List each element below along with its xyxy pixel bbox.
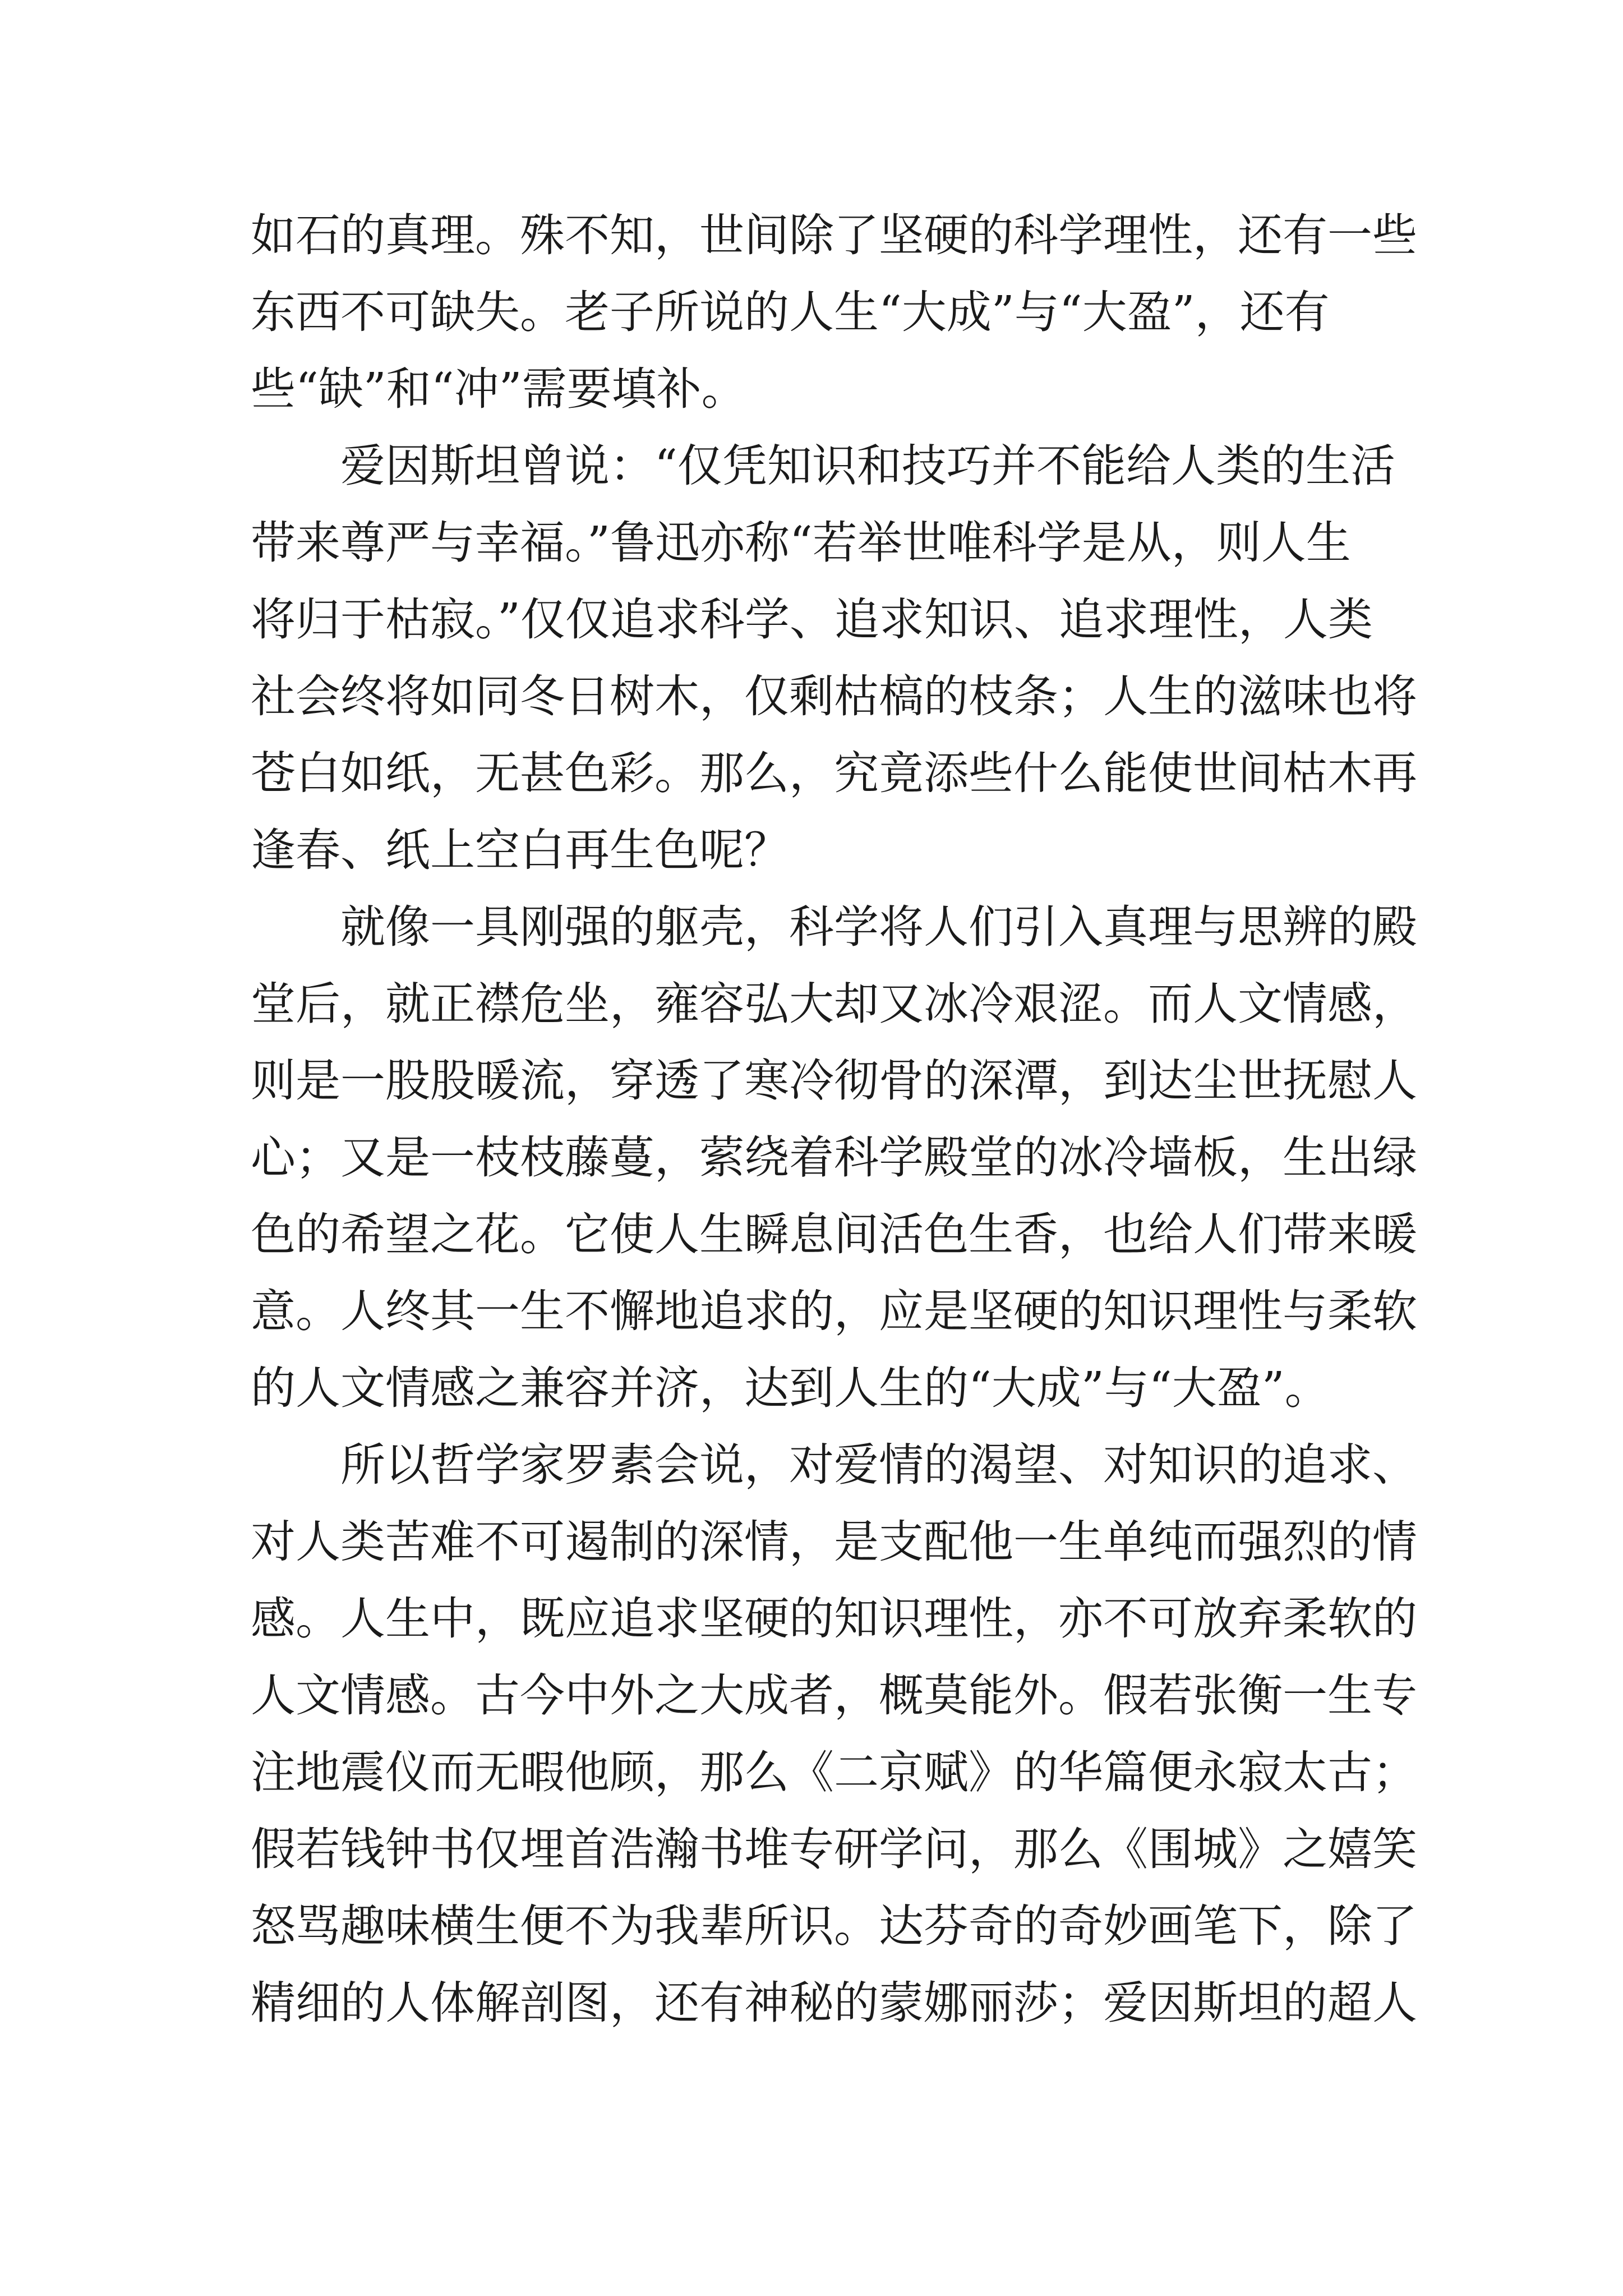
text-line: 如石的真理。殊不知，世间除了坚硬的科学理性，还有一些 [251, 209, 1417, 261]
text-line: 带来尊严与幸福。”鲁迅亦称“若举世唯科学是从，则人生 [251, 517, 1351, 569]
text-line: 假若钱钟书仅埋首浩瀚书堆专研学问，那么《围城》之嬉笑 [251, 1823, 1417, 1875]
text-line: 怒骂趣味横生便不为我辈所识。达芬奇的奇妙画笔下，除了 [251, 1900, 1417, 1952]
text-line: 感。人生中，既应追求坚硬的知识理性，亦不可放弃柔软的 [251, 1593, 1417, 1645]
text-line: 爱因斯坦曾说：“仅凭知识和技巧并不能给人类的生活 [251, 440, 1395, 492]
text-line: 些“缺”和“冲”需要填补。 [251, 363, 746, 415]
text-line: 就像一具刚强的躯壳，科学将人们引入真理与思辨的殿 [251, 901, 1417, 953]
text-line: 逢春、纸上空白再生色呢？ [251, 824, 789, 876]
text-line: 堂后，就正襟危坐，雍容弘大却又冰冷艰涩。而人文情感， [251, 978, 1417, 1030]
text-line: 精细的人体解剖图，还有神秘的蒙娜丽莎；爱因斯坦的超人 [251, 1977, 1417, 2029]
text-line: 则是一股股暖流，穿透了寒冷彻骨的深潭，到达尘世抚慰人 [251, 1055, 1417, 1107]
text-line: 将归于枯寂。”仅仅追求科学、追求知识、追求理性，人类 [251, 593, 1373, 646]
text-line: 人文情感。古今中外之大成者，概莫能外。假若张衡一生专 [251, 1669, 1417, 1722]
text-line: 所以哲学家罗素会说，对爱情的渴望、对知识的追求、 [251, 1439, 1417, 1491]
text-line: 苍白如纸，无甚色彩。那么，究竟添些什么能使世间枯木再 [251, 747, 1417, 799]
text-line: 注地震仪而无暇他顾，那么《二京赋》的华篇便永寂太古； [251, 1746, 1417, 1798]
text-line: 东西不可缺失。老子所说的人生“大成”与“大盈”，还有 [251, 286, 1330, 338]
text-line: 色的希望之花。它使人生瞬息间活色生香，也给人们带来暖 [251, 1208, 1417, 1260]
text-line: 社会终将如同冬日树木，仅剩枯槁的枝条；人生的滋味也将 [251, 670, 1417, 723]
text-line: 心；又是一枝枝藤蔓，萦绕着科学殿堂的冰冷墙板，生出绿 [251, 1131, 1417, 1184]
text-line: 的人文情感之兼容并济，达到人生的“大成”与“大盈”。 [251, 1362, 1330, 1414]
text-line: 意。人终其一生不懈地追求的，应是坚硬的知识理性与柔软 [251, 1285, 1417, 1337]
text-line: 对人类苦难不可遏制的深情，是支配他一生单纯而强烈的情 [251, 1516, 1417, 1568]
